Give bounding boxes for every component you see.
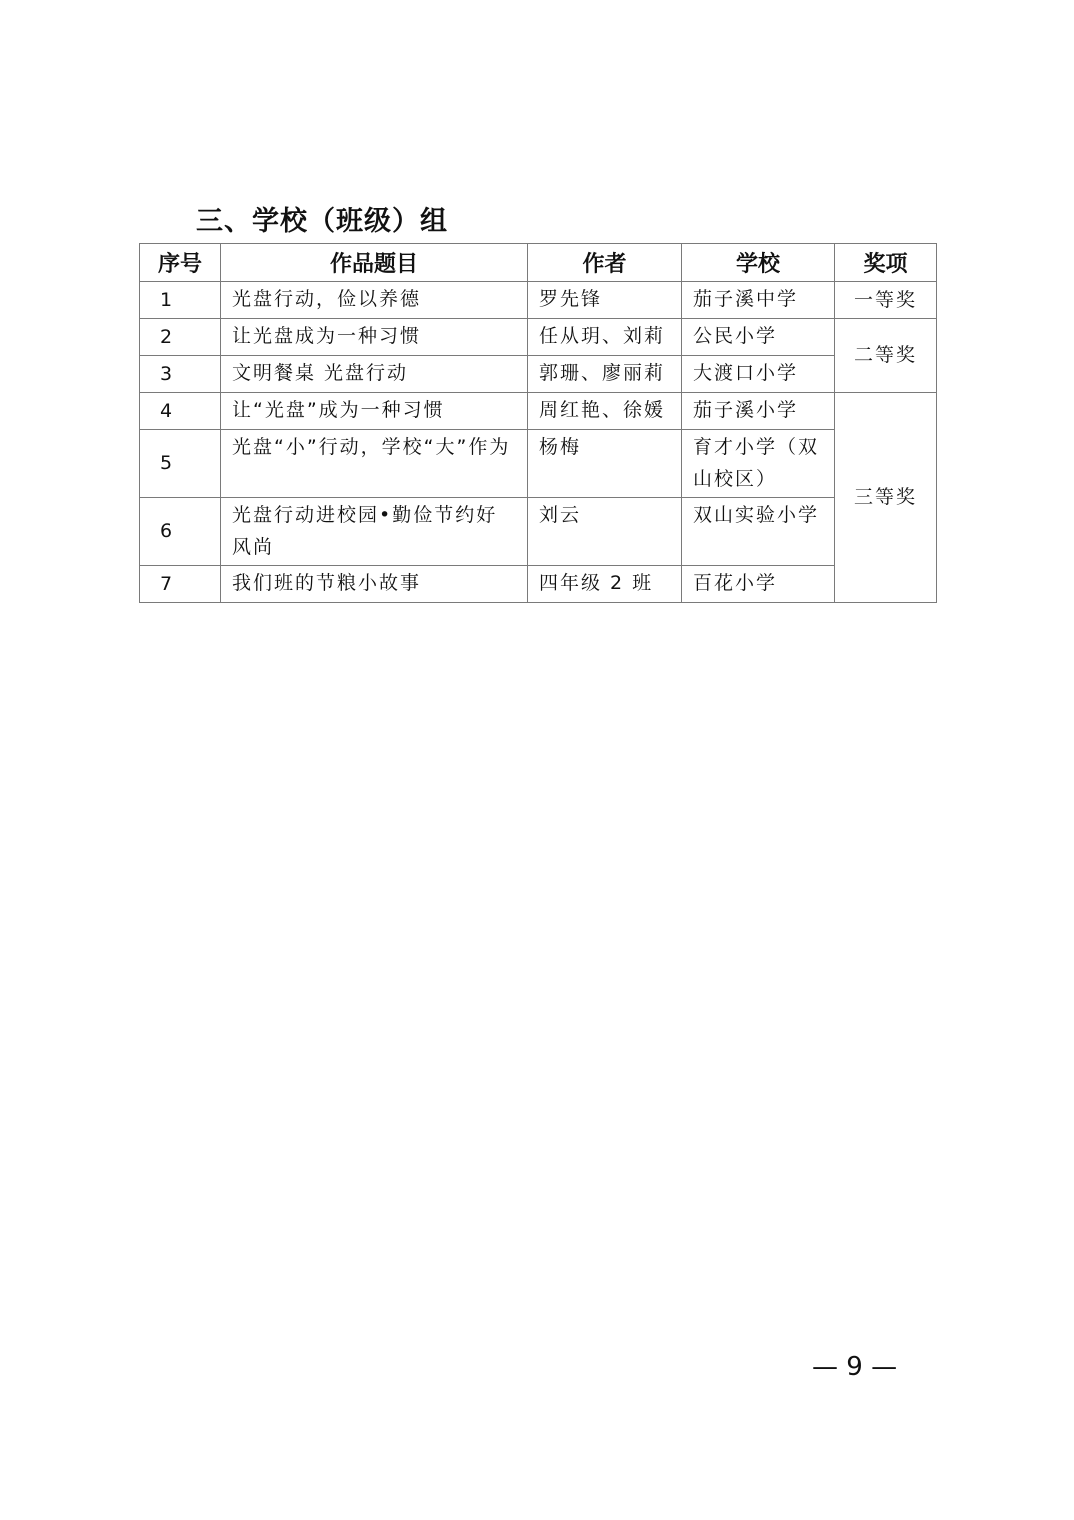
table-header-row (140, 244, 937, 282)
row-number: 5 (140, 430, 221, 498)
award-level: 一等奖 (835, 282, 937, 319)
table-row (140, 498, 937, 566)
author: 罗先锋 (528, 282, 682, 319)
row-number: 4 (140, 393, 221, 430)
school: 茄子溪中学 (682, 282, 835, 319)
header-award: 奖项 (835, 244, 937, 282)
row-number: 2 (140, 319, 221, 356)
header-school: 学校 (682, 244, 835, 282)
author: 四年级 2 班 (528, 566, 682, 603)
school: 大渡口小学 (682, 356, 835, 393)
header-number: 序号 (140, 244, 221, 282)
section-title: 三、学校（班级）组 (196, 206, 448, 237)
work-title: 让“光盘”成为一种习惯 (221, 393, 528, 430)
table-row (140, 319, 937, 356)
row-number: 3 (140, 356, 221, 393)
work-title: 光盘行动进校园•勤俭节约好风尚 (221, 498, 528, 566)
award-level: 二等奖 (835, 319, 937, 393)
school: 百花小学 (682, 566, 835, 603)
author: 任从玥、刘莉 (528, 319, 682, 356)
row-number: 1 (140, 282, 221, 319)
page-number: — 9 — (812, 1352, 898, 1382)
header-author: 作者 (528, 244, 682, 282)
author: 杨梅 (528, 430, 682, 498)
row-number: 6 (140, 498, 221, 566)
author: 刘云 (528, 498, 682, 566)
author: 郭珊、廖丽莉 (528, 356, 682, 393)
awards-table (139, 243, 937, 603)
author: 周红艳、徐媛 (528, 393, 682, 430)
award-level: 三等奖 (835, 393, 937, 603)
header-title: 作品题目 (221, 244, 528, 282)
work-title: 光盘“小”行动，学校“大”作为 (221, 430, 528, 498)
table-row (140, 282, 937, 319)
school: 双山实验小学 (682, 498, 835, 566)
table-row (140, 393, 937, 430)
table-row (140, 566, 937, 603)
work-title: 光盘行动，俭以养德 (221, 282, 528, 319)
work-title: 让光盘成为一种习惯 (221, 319, 528, 356)
school: 育才小学（双山校区） (682, 430, 835, 498)
row-number: 7 (140, 566, 221, 603)
school: 茄子溪小学 (682, 393, 835, 430)
school: 公民小学 (682, 319, 835, 356)
work-title: 我们班的节粮小故事 (221, 566, 528, 603)
table-row (140, 430, 937, 498)
table-row (140, 356, 937, 393)
work-title: 文明餐桌 光盘行动 (221, 356, 528, 393)
